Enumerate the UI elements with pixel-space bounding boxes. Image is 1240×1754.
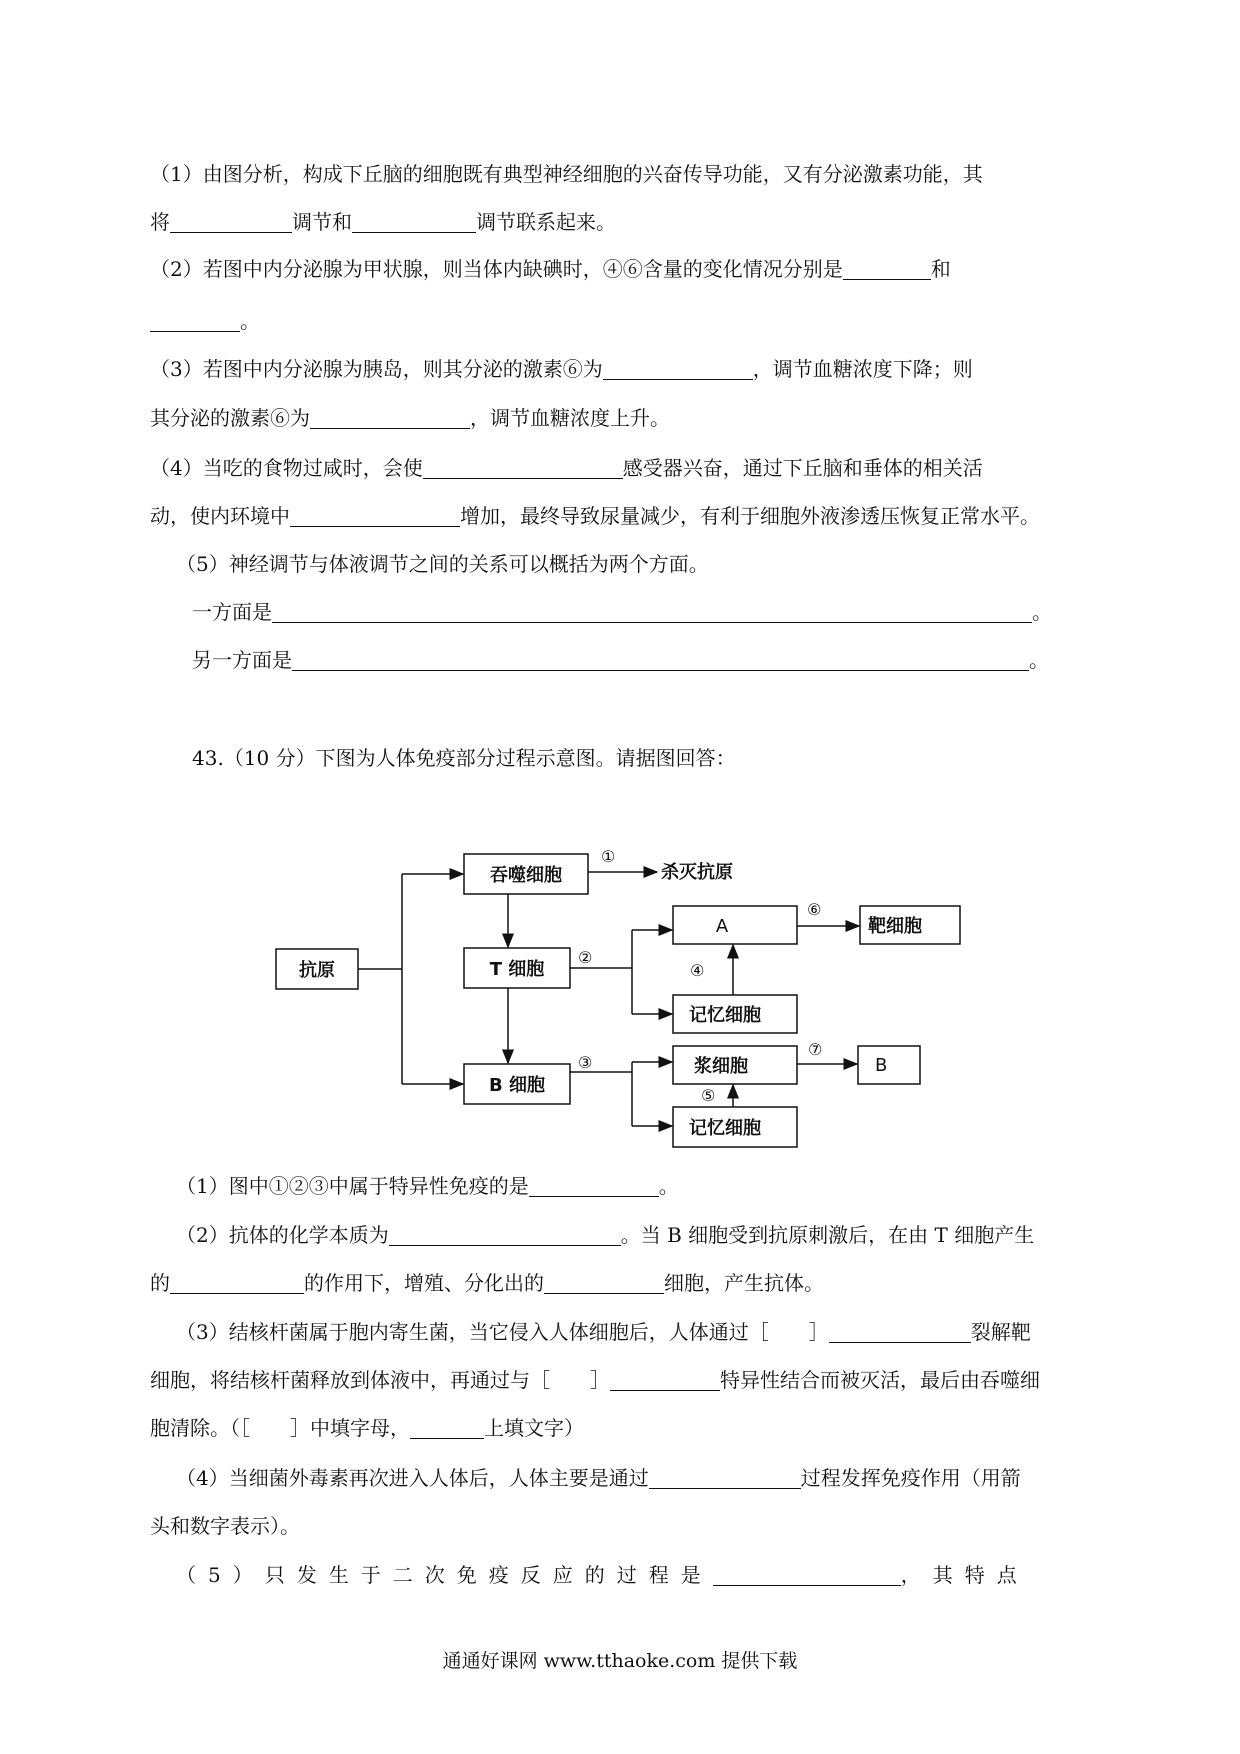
- text: 感受器兴奋，通过下丘脑和垂体的相关活: [622, 456, 983, 480]
- answer-blank[interactable]: [649, 1468, 801, 1489]
- step-3-label: ③: [578, 1053, 593, 1072]
- memory-cell-box-1: [673, 995, 797, 1033]
- q42-line-2: [150, 210, 616, 234]
- q42-line-3: [150, 257, 951, 281]
- step-2-label: ②: [578, 948, 593, 967]
- text: 特异性结合而被灭活，最后由吞噬细: [720, 1368, 1040, 1392]
- memory-cell-label-1: 记忆细胞: [689, 1005, 761, 1026]
- target-cell-label: 靶细胞: [868, 916, 922, 937]
- text: ，其特点: [900, 1563, 1029, 1587]
- q42-line-9: （5）神经调节与体液调节之间的关系可以概括为两个方面。: [176, 552, 709, 576]
- answer-blank[interactable]: [290, 506, 460, 527]
- text: 胞清除。（［ ］中填字母，: [150, 1416, 410, 1440]
- answer-blank[interactable]: [292, 650, 1029, 671]
- plasma-cell-box: [673, 1046, 797, 1084]
- text: 增加，最终导致尿量减少，有利于细胞外液渗透压恢复正常水平。: [460, 504, 1040, 528]
- answer-blank[interactable]: [272, 602, 1032, 623]
- step-6-label: ⑥: [807, 900, 822, 919]
- antigen-label: 抗原: [299, 960, 335, 981]
- step-7-label: ⑦: [808, 1040, 823, 1059]
- text: 过程发挥免疫作用（用箭: [800, 1466, 1021, 1490]
- answer-blank[interactable]: [610, 1370, 720, 1391]
- text: ，调节血糖浓度下降；则: [752, 357, 973, 381]
- a-box: [673, 906, 797, 944]
- text: 上填文字）: [484, 1416, 584, 1440]
- memory-cell-label-2: 记忆细胞: [689, 1118, 761, 1139]
- q42-line-11: [192, 648, 1049, 672]
- text: 。: [1032, 600, 1052, 624]
- phagocyte-label: 吞噬细胞: [490, 865, 562, 886]
- text: 。: [1029, 648, 1049, 672]
- text: ，调节血糖浓度上升。: [470, 406, 670, 430]
- q42-line-1: （1）由图分析，构成下丘脑的细胞既有典型神经细胞的兴奋传导功能，又有分泌激素功能，其: [150, 162, 983, 186]
- target-cell-box: [860, 906, 960, 944]
- answer-blank[interactable]: [829, 1322, 971, 1343]
- plasma-cell-label: 浆细胞: [694, 1056, 748, 1077]
- answer-blank[interactable]: [150, 311, 240, 332]
- answer-blank[interactable]: [310, 408, 470, 429]
- b-result-label: B: [875, 1055, 888, 1076]
- text: 的作用下，增殖、分化出的: [304, 1271, 544, 1295]
- answer-blank[interactable]: [843, 259, 931, 280]
- text: 另一方面是: [192, 648, 292, 672]
- text: 和: [930, 257, 951, 281]
- text: （4）当吃的食物过咸时，会使: [150, 456, 423, 480]
- text: 其分泌的激素⑥为: [150, 406, 310, 430]
- text: 细胞，产生抗体。: [664, 1271, 824, 1295]
- text: 。: [240, 309, 260, 333]
- answer-blank[interactable]: [352, 212, 476, 233]
- step-5-label: ⑤: [701, 1086, 716, 1105]
- kill-antigen-label: 杀灭抗原: [661, 862, 733, 883]
- a-label: A: [715, 916, 729, 937]
- b-cell-box: [464, 1064, 570, 1104]
- q43-s3c: [150, 1416, 584, 1440]
- q43-s4a: [176, 1466, 1021, 1490]
- answer-blank[interactable]: [529, 1176, 659, 1197]
- q43-s4b: 头和数字表示）。: [150, 1514, 300, 1538]
- antigen-box: [276, 949, 358, 989]
- text: （2）若图中内分泌腺为甲状腺，则当体内缺碘时，④⑥含量的变化情况分别是: [150, 257, 843, 281]
- answer-blank[interactable]: [713, 1565, 901, 1586]
- text: 动，使内环境中: [150, 504, 290, 528]
- step-1-label: ①: [601, 847, 616, 866]
- text: 调节联系起来。: [476, 210, 616, 234]
- q42-line-5: [150, 357, 973, 381]
- q42-line-8: [150, 504, 1040, 528]
- answer-blank[interactable]: [544, 1273, 664, 1294]
- text: （3）若图中内分泌腺为胰岛，则其分泌的激素⑥为: [150, 357, 603, 381]
- answer-blank[interactable]: [603, 359, 753, 380]
- text: 细胞，将结核杆菌释放到体液中，再通过与［ ］: [150, 1368, 610, 1392]
- q43-s3a: [176, 1320, 1031, 1344]
- q43-s5: [176, 1563, 1029, 1587]
- b-cell-label: B 细胞: [489, 1075, 545, 1096]
- answer-blank[interactable]: [170, 1273, 304, 1294]
- text: 裂解靶: [970, 1320, 1031, 1344]
- text: 一方面是: [192, 600, 272, 624]
- page-footer: 通通好课网 www.tthaoke.com 提供下载: [442, 1650, 798, 1672]
- text: （5）只发生于二次免疫反应的过程是: [176, 1563, 713, 1587]
- q43-s3b: [150, 1368, 1040, 1392]
- text: 的: [150, 1271, 170, 1295]
- text: 。当 B 细胞受到抗原刺激后，在由 T 细胞产生: [620, 1223, 1035, 1247]
- text: （4）当细菌外毒素再次进入人体后，人体主要是通过: [176, 1466, 649, 1490]
- q43-heading: 43.（10 分）下图为人体免疫部分过程示意图。请据图回答：: [192, 746, 736, 770]
- q43-s2a: [176, 1223, 1034, 1247]
- t-cell-box: [464, 948, 570, 988]
- text: （1）图中①②③中属于特异性免疫的是: [176, 1174, 529, 1198]
- q42-line-6: [150, 406, 670, 430]
- memory-cell-box-2: [673, 1107, 797, 1147]
- text: 将: [150, 210, 170, 234]
- answer-blank[interactable]: [410, 1418, 484, 1439]
- q42-line-10: [192, 600, 1052, 624]
- t-cell-label: T 细胞: [489, 959, 545, 980]
- text: 调节和: [292, 210, 352, 234]
- q42-line-7: [150, 456, 983, 480]
- answer-blank[interactable]: [423, 458, 623, 479]
- answer-blank[interactable]: [170, 212, 292, 233]
- q42-line-4: [150, 309, 260, 333]
- b-result-box: [858, 1046, 920, 1084]
- text: （3）结核杆菌属于胞内寄生菌，当它侵入人体细胞后，人体通过［ ］: [176, 1320, 829, 1344]
- phagocyte-box: [464, 854, 588, 894]
- answer-blank[interactable]: [389, 1225, 621, 1246]
- text: （2）抗体的化学本质为: [176, 1223, 389, 1247]
- step-4-label: ④: [690, 961, 705, 980]
- text: 。: [658, 1174, 679, 1198]
- q43-s2b: [150, 1271, 824, 1295]
- q43-s1: [176, 1174, 679, 1198]
